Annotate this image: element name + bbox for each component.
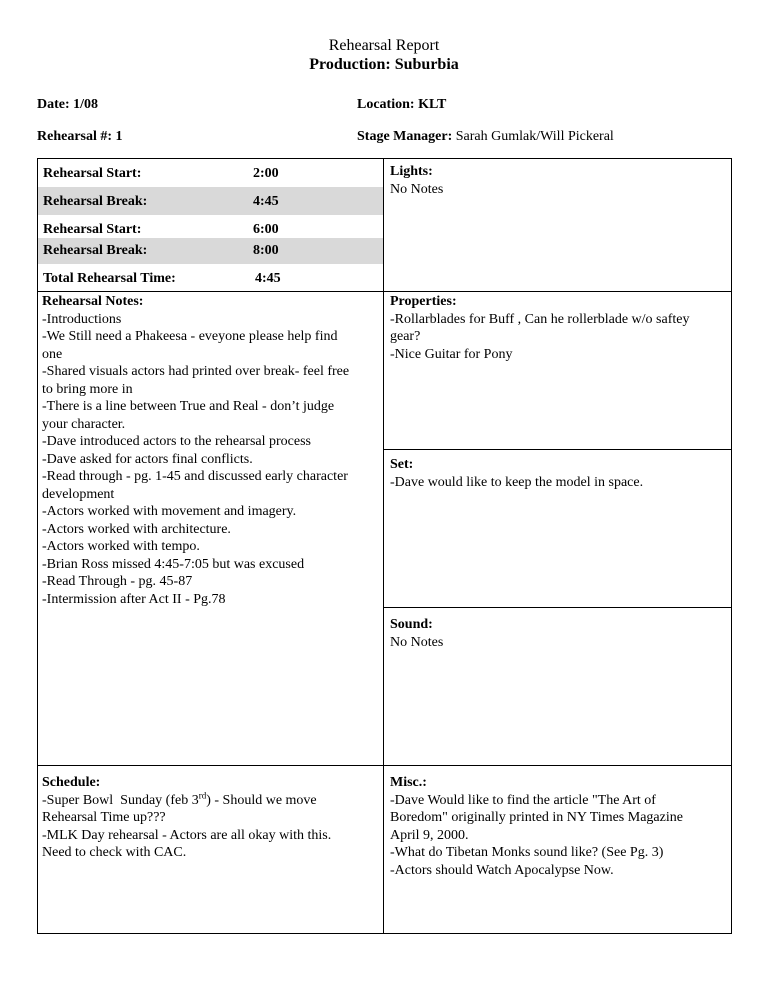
note-line: one [42,346,63,362]
row-divider [38,765,731,766]
time-label: Total Rehearsal Time: [43,271,176,286]
row-divider [384,449,731,450]
note-line: -Brian Ross missed 4:45-7:05 but was excused [42,556,305,572]
report-grid [37,158,732,934]
properties-heading: Properties: [390,294,457,309]
row-divider [38,291,731,292]
lights-heading: Lights: [390,164,433,179]
production-label: Production: [309,56,391,73]
note-line: -Dave asked for actors final conflicts. [42,451,253,467]
note-line: to bring more in [42,381,133,397]
time-value: 6:00 [253,222,279,237]
time-label: Rehearsal Start: [43,222,142,237]
time-value: 8:00 [253,243,279,258]
properties-line: -Rollarblades for Buff , Can he rollerblade w/o saftey [390,311,690,327]
row-divider [384,607,731,608]
misc-line: -What do Tibetan Monks sound like? (See Pg. 3) [390,845,664,860]
schedule-line-text: -Super Bowl Sunday (feb 3 [42,792,199,808]
note-line: -Read through - pg. 1-45 and discussed early character [42,469,348,484]
production-line [0,55,768,74]
schedule-section [42,774,380,862]
note-line: -Read Through - pg. 45-87 [42,574,193,589]
report-title: Rehearsal Report [328,37,440,54]
time-value: 4:45 [253,194,279,209]
stage-manager-field [357,128,614,145]
production-value: Suburbia [394,56,459,73]
schedule-line [42,789,380,810]
sound-section [390,616,725,651]
stage-manager-value: Sarah Gumlak/Will Pickeral [455,129,614,144]
time-row [38,159,383,187]
location-value: KLT [418,97,447,112]
time-value: 4:45 [255,271,281,286]
note-line: -Introductions [42,311,122,327]
note-line: your character. [42,416,126,432]
misc-line: April 9, 2000. [390,827,469,843]
schedule-heading: Schedule: [42,775,101,790]
sound-line: No Notes [390,634,444,650]
note-line: -We Still need a Phakeesa - eveyone please help find [42,329,338,344]
time-value: 2:00 [253,166,279,181]
time-label: Rehearsal Start: [43,166,142,181]
properties-line: gear? [390,329,421,344]
set-section [390,456,725,491]
note-line: -Intermission after Act II - Pg.78 [42,591,226,607]
sound-heading: Sound: [390,617,433,632]
misc-line: -Dave Would like to find the article "The Art of [390,792,656,808]
note-line: development [42,486,115,502]
misc-line: -Actors should Watch Apocalypse Now. [390,862,614,878]
time-row [38,187,383,215]
note-line: -There is a line between True and Real - don’t judge [42,399,335,414]
schedule-line: -MLK Day rehearsal - Actors are all okay with this. [42,827,332,843]
lights-line: No Notes [390,181,444,197]
misc-line: Boredom" originally printed in NY Times Magazine [390,810,683,825]
lights-section [390,163,725,198]
note-line: -Dave introduced actors to the rehearsal process [42,434,311,449]
date-label: Date: [37,97,70,112]
schedule-line: Rehearsal Time up??? [42,810,166,825]
misc-heading: Misc.: [390,775,427,790]
set-line: -Dave would like to keep the model in space. [390,474,644,490]
rehearsal-notes-heading: Rehearsal Notes: [42,294,144,309]
schedule-line: Need to check with CAC. [42,845,187,860]
rehearsal-notes-section [42,293,380,608]
properties-line: -Nice Guitar for Pony [390,346,513,362]
column-divider [383,159,384,933]
date-value: 1/08 [73,97,99,112]
note-line: -Actors worked with movement and imagery. [42,504,297,519]
location-label: Location: [357,97,415,112]
note-line: -Shared visuals actors had printed over break- feel free [42,364,350,379]
misc-section [390,774,725,879]
date-field [37,96,98,113]
schedule-line-text: ) - Should we move [206,792,317,808]
time-label: Rehearsal Break: [43,194,148,209]
time-row [38,264,383,292]
note-line: -Actors worked with architecture. [42,521,231,537]
location-field [357,96,446,113]
rehearsal-number-label: Rehearsal #: [37,129,113,144]
rehearsal-number-value: 1 [115,129,123,144]
set-heading: Set: [390,457,414,472]
properties-section [390,293,725,363]
rehearsal-number-field [37,128,123,145]
ordinal-suffix: rd [198,789,207,800]
stage-manager-label: Stage Manager: [357,129,453,144]
time-row [38,238,383,264]
time-label: Rehearsal Break: [43,243,148,258]
note-line: -Actors worked with tempo. [42,539,200,554]
